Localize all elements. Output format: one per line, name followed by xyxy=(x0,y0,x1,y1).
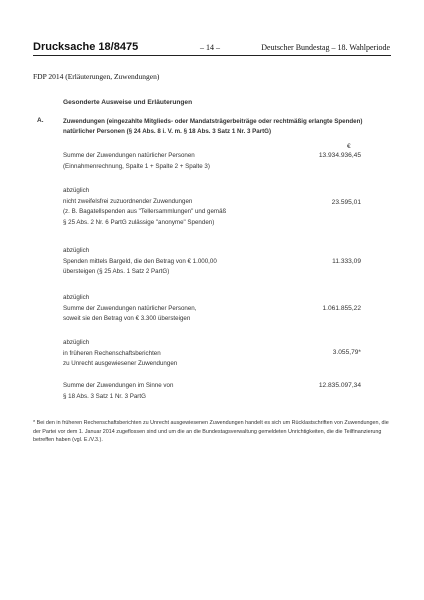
row-line: soweit sie den Betrag von € 3.300 übersteigen xyxy=(63,315,191,323)
row-line: (Einnahmenrechnung, Spalte 1 + Spalte 2 + Spalte 3) xyxy=(63,162,210,170)
row-line: Summe der Zuwendungen natürlicher Personen, xyxy=(63,304,197,312)
row-amount: 1.061.855,22 xyxy=(322,305,361,312)
header-parliament: Deutscher Bundestag – 18. Wahlperiode xyxy=(261,43,390,52)
row-line: Spenden mittels Bargeld, die den Betrag von € 1.000,00 xyxy=(63,257,217,265)
row-description xyxy=(63,381,303,402)
row-line: nicht zweifelsfrei zuzuordnender Zuwendungen xyxy=(63,197,193,205)
row-amount: 3.055,79* xyxy=(332,349,361,356)
row-line: § 25 Abs. 2 Nr. 6 PartG zulässige "anonyme" Spenden) xyxy=(63,218,215,226)
row-description xyxy=(63,186,303,228)
row-line: abzüglich xyxy=(63,294,90,301)
row-line: abzüglich xyxy=(63,247,90,254)
document-number: Drucksache 18/8475 xyxy=(33,41,139,53)
page-subtitle: FDP 2014 (Erläuterungen, Zuwendungen) xyxy=(33,72,160,81)
row-line: Summe der Zuwendungen natürlicher Personen xyxy=(63,152,195,159)
footnote: * Bei den in früheren Rechenschaftsberichten zu Unrecht ausgewiesenen Zuwendungen handelt es sich um Rücklastschriften von Zuwendungen, die der Partei vor dem 1. Januar 2014 zugeflossen sind und um die an die Bundestagsverwaltung gemeldeten Unrichtigkeiten, die die Teilfinanzierung betreffen haben (vgl. E./V.3.). xyxy=(33,420,389,444)
row-description xyxy=(63,246,303,278)
row-description xyxy=(63,338,303,370)
row-amount: 13.934.936,45 xyxy=(318,152,361,159)
page-number: – 14 – xyxy=(200,43,220,52)
header-rule xyxy=(33,55,391,56)
section-heading: Zuwendungen (eingezahlte Mitglieds- oder Mandatsträgerbeiträge oder rechtmäßig erlangte Spenden) natürlicher Personen (§ 24 Abs. 8 i. V. m. § 18 Abs. 3 Satz 1 Nr. 3 PartG) xyxy=(63,118,363,135)
section-letter: A. xyxy=(37,117,44,124)
row-line: (z. B. Bagatellspenden aus "Tellersammlungen" und gemäß xyxy=(63,208,227,216)
row-line: § 18 Abs. 3 Satz 1 Nr. 3 PartG xyxy=(63,392,146,400)
row-line: abzüglich xyxy=(63,187,90,194)
row-description xyxy=(63,151,303,172)
row-line: abzüglich xyxy=(63,339,90,346)
row-amount: 11.333,09 xyxy=(332,258,361,265)
row-line: Summe der Zuwendungen im Sinne von xyxy=(63,382,174,389)
row-amount: 12.835.097,34 xyxy=(318,382,361,389)
section-title: Gesonderte Ausweise und Erläuterungen xyxy=(63,99,193,106)
currency-column-label: € xyxy=(347,143,351,150)
row-description xyxy=(63,293,303,325)
row-line: übersteigen (§ 25 Abs. 1 Satz 2 PartG) xyxy=(63,268,170,276)
row-amount: 23.595,01 xyxy=(331,199,361,206)
row-line: in früheren Rechenschaftsberichten xyxy=(63,349,161,357)
row-line: zu Unrecht ausgewiesener Zuwendungen xyxy=(63,360,178,368)
